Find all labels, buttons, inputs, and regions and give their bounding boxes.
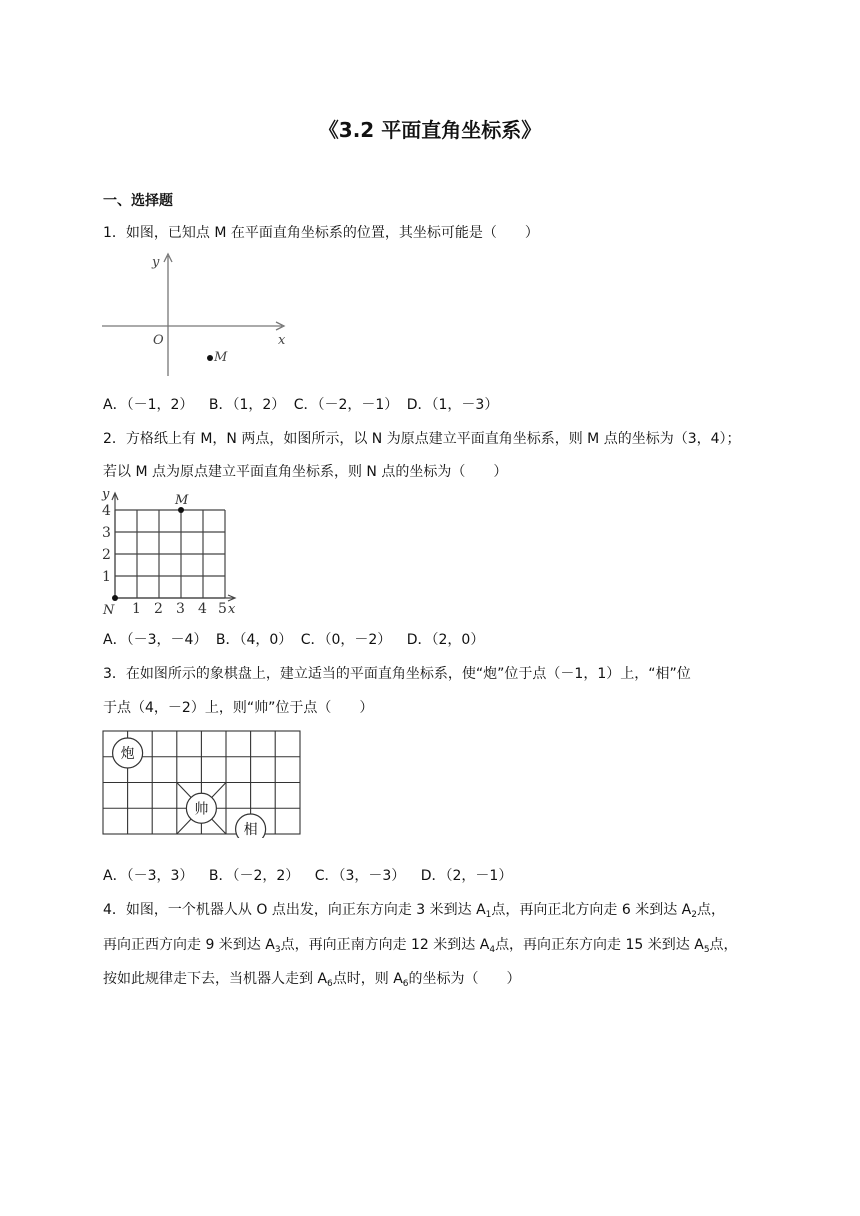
q2-ytick: 2 [102,547,111,563]
q2-xtick: 5 [218,601,227,617]
q4-line3: 按如此规律走下去，当机器人走到 $A_6$点时，则 $A_6$的坐标为（ ） [103,971,521,989]
q4-line1: 4．如图，一个机器人从 O 点出发，向正东方向走 3 米到达 $A_1$点，再向正北方向走 6 米到达 $A_2$点， [103,902,725,920]
q2-xtick: 4 [198,601,207,617]
q2-x-label: x [228,602,236,617]
q3-options: A．（－3，3） B．（－2，2） C．（3，－3） D．（2，－1） [103,868,513,884]
q2-ytick: 4 [102,503,111,519]
q2-point-n-label: N [103,603,115,618]
q2-figure [100,488,250,618]
q1-y-label: y [152,255,160,270]
q3-line1: 3．在如图所示的象棋盘上，建立适当的平面直角坐标系，使“炮”位于点（－1，1）上，“相”位 [103,666,691,682]
q1-options: A．（－1，2） B．（1，2） C．（－2，－1） D．（1，－3） [103,397,499,413]
q1-point-m-label: M [214,350,228,365]
q2-xtick: 1 [132,601,141,617]
q2-xtick: 3 [176,601,185,617]
q1-x-label: x [278,333,286,348]
q4-line2: 再向正西方向走 9 米到达 $A_3$点，再向正南方向走 12 米到达 $A_4$点，再向正东方向走 15 米到达 $A_5$点， [103,937,738,955]
section-heading: 一、选择题 [103,193,173,209]
q2-line2: 若以 M 点为原点建立平面直角坐标系，则 N 点的坐标为（ ） [103,464,508,480]
q2-xtick: 2 [154,601,163,617]
q1-origin-label: O [153,333,164,348]
q3-line2: 于点（4，－2）上，则“帅”位于点（ ） [103,700,374,716]
q2-grid [115,510,225,598]
q1-text: 1．如图，已知点 M 在平面直角坐标系的位置，其坐标可能是（ ） [103,225,539,241]
q3-piece-shuai-label: 帅 [194,801,209,818]
page-title: 《3.2 平面直角坐标系》 [318,118,542,142]
q3-piece-xiang-label: 相 [243,822,258,838]
q2-point-m-label: M [175,493,189,508]
q2-line1: 2．方格纸上有 M，N 两点，如图所示，以 N 为原点建立平面直角坐标系，则 M 点的坐标为（3，4）； [103,431,741,447]
q3-piece-pao-label: 炮 [120,746,135,762]
q3-chessboard [100,728,304,838]
q2-ytick: 1 [102,569,111,585]
q2-options: A．（－3，－4） B．（4，0） C．（0，－2） D．（2，0） [103,632,485,648]
q1-figure [100,252,290,380]
q2-ytick: 3 [102,525,111,541]
q2-point-n [112,595,118,601]
q2-y-label: y [102,488,110,502]
q1-point-m [207,355,213,361]
